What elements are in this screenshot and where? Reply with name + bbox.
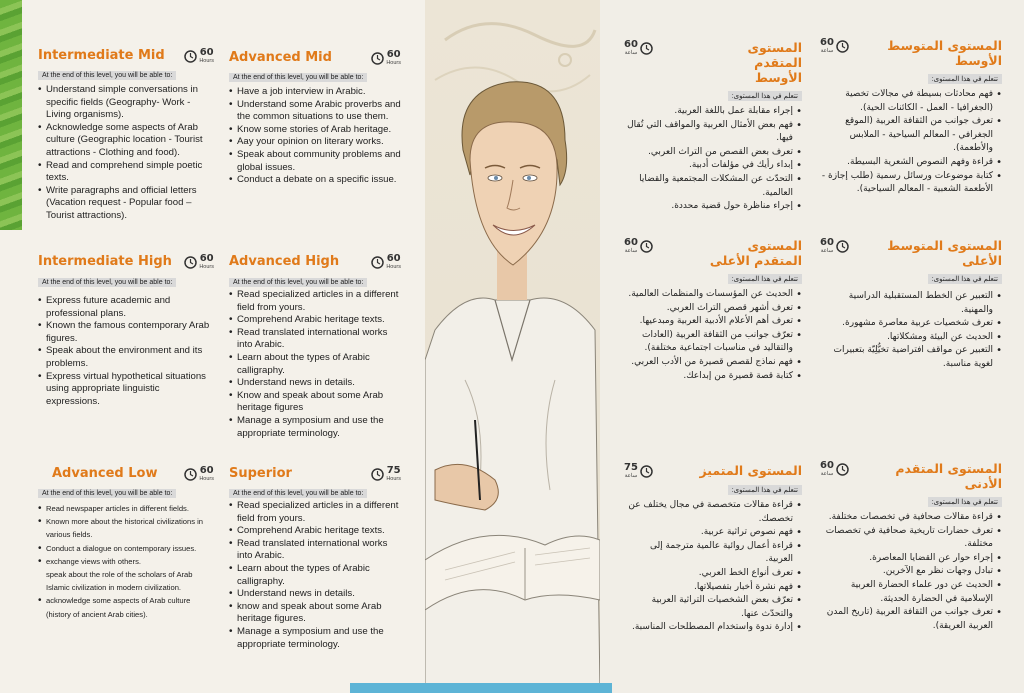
hours-unit: ساعة <box>820 48 834 54</box>
level-title: Advanced High <box>229 254 340 269</box>
center-illustration <box>425 0 600 693</box>
hours-value: 60 <box>624 237 638 248</box>
hours-value: 75 <box>386 465 401 476</box>
hours-value: 60 <box>386 253 401 264</box>
list-item: • تعرف جوانب من الثقافة العربية (تاريخ المدن العربية العريقة). <box>820 606 1002 633</box>
list-item: • Read and comprehend simple poetic texts. <box>38 160 214 185</box>
level-intro: At the end of this level, you will be able to: <box>229 278 367 287</box>
list-item: • التحدّث عن المشكلات المجتمعية والقضايا العالمية. <box>624 173 802 200</box>
level-card-intermediate-high <box>38 254 214 408</box>
list-item: • التعبير عن مواقف افتراضية تخيُّلِيّة بتعبيرات لغوية مناسبة. <box>820 344 1002 371</box>
hours-unit: Hours <box>199 476 214 482</box>
list-item: • Read specialized articles in a different field from yours. <box>229 500 401 525</box>
hours-badge <box>184 48 214 64</box>
hours-badge <box>184 466 214 482</box>
level-card-intermediate-high-ar <box>820 238 1002 372</box>
level-title: المستوى المتقدم الأعلى <box>709 238 802 268</box>
list-item: • قراءة مقالات متخصصة في مجال يختلف عن تخصصك. <box>624 499 802 526</box>
hours-unit: ساعة <box>820 471 834 477</box>
hours-unit: Hours <box>386 60 401 66</box>
outcome-list <box>38 502 214 621</box>
hours-unit: ساعة <box>820 248 834 254</box>
list-item: • Manage a symposium and use the appropriate terminology. <box>229 415 401 440</box>
bottom-accent-bar <box>350 683 612 693</box>
list-item: • فهم نماذج لقصص قصيرة من الأدب العربي. <box>624 356 802 370</box>
hours-badge <box>820 38 849 54</box>
hours-badge <box>371 466 401 482</box>
list-item: • Manage a symposium and use the appropriate terminology. <box>229 626 401 651</box>
list-item: • فهم نصوص تراثية عربية. <box>624 526 802 540</box>
outcome-list <box>229 500 401 651</box>
hours-value: 60 <box>199 47 214 58</box>
clock-icon <box>640 240 653 253</box>
hours-badge <box>624 40 653 56</box>
level-title: المستوى المتقدم الأوسط <box>747 40 802 85</box>
list-item: • Acknowledge some aspects of Arab culture (Geographic location - Tourist attractions - Clothing and food). <box>38 122 214 160</box>
list-item: • تعرف جوانب من الثقافة العربية (الموقع الجغرافي - المعالم السياحية - الملابس والأطعمة). <box>820 115 1002 156</box>
hours-unit: ساعة <box>624 473 638 479</box>
outcome-list <box>624 105 802 214</box>
list-item: • الحديث عن المؤسسات والمنظمات العالمية. <box>624 288 802 302</box>
level-intro: تتعلم في هذا المستوى: <box>728 485 802 495</box>
level-title: Advanced Low <box>52 466 158 481</box>
list-item: • تعرف شخصيات عربية معاصرة مشهورة. <box>820 317 1002 331</box>
level-title: Intermediate High <box>38 254 172 269</box>
list-item: • Comprehend Arabic heritage texts. <box>229 525 401 538</box>
level-intro: At the end of this level, you will be able to: <box>38 71 176 80</box>
hours-badge <box>184 254 214 270</box>
hours-unit: Hours <box>199 58 214 64</box>
level-intro: تتعلم في هذا المستوى: <box>928 497 1002 507</box>
list-item: • Conduct a dialogue on contemporary issues. <box>38 542 214 555</box>
hours-value: 60 <box>386 49 401 60</box>
list-item: • تعرف أنواع الخط العربي. <box>624 567 802 581</box>
list-item: • Have a job interview in Arabic. <box>229 86 401 99</box>
list-item: • تعرف بعض القصص من التراث العربي. <box>624 146 802 160</box>
clock-icon <box>836 240 849 253</box>
list-item: • know and speak about some Arab heritage figures. <box>229 601 401 626</box>
hours-badge <box>371 254 401 270</box>
level-intro: At the end of this level, you will be able to: <box>38 278 176 287</box>
level-intro: تتعلم في هذا المستوى: <box>728 91 802 101</box>
list-item: • التعبير عن الخطط المستقبلية الدراسية والمهنية. <box>820 290 1002 317</box>
clock-icon <box>371 52 384 65</box>
level-intro: At the end of this level, you will be able to: <box>229 489 367 498</box>
list-item: • Learn about the types of Arabic calligraphy. <box>229 352 401 377</box>
outcome-list <box>624 288 802 383</box>
clock-icon <box>184 50 197 63</box>
level-card-advanced-high <box>229 254 401 440</box>
clock-icon <box>371 256 384 269</box>
list-item: • Know and speak about some Arab heritage figures <box>229 390 401 415</box>
list-item: • قراءة مقالات صحافية في تخصصات مختلفة. <box>820 511 1002 525</box>
hours-value: 75 <box>624 462 638 473</box>
outcome-list <box>624 499 802 635</box>
hours-badge <box>820 461 849 477</box>
list-item: • Read specialized articles in a different field from yours. <box>229 289 401 314</box>
list-item: • قراءة أعمال روائية عالمية مترجمة إلى العربية. <box>624 540 802 567</box>
hours-unit: Hours <box>386 264 401 270</box>
list-item: • Learn about the types of Arabic calligraphy. <box>229 563 401 588</box>
level-card-advanced-high-ar <box>624 238 802 383</box>
list-item: • الحديث عن البيئة ومشكلاتها. <box>820 331 1002 345</box>
hours-unit: ساعة <box>624 50 638 56</box>
level-intro: At the end of this level, you will be able to: <box>38 489 176 498</box>
level-card-advanced-low <box>38 466 214 621</box>
level-card-superior <box>229 466 401 651</box>
outcome-list <box>820 511 1002 633</box>
list-item: • Known more about the historical civilizations in various fields. <box>38 515 214 541</box>
list-item: • تعرّف جوانب من الثقافة العربية (العادات والتقاليد في مناسبات اجتماعية مختلفة). <box>624 329 802 356</box>
hours-value: 60 <box>199 465 214 476</box>
list-item: • Express virtual hypothetical situations using appropriate linguistic expressions. <box>38 371 214 409</box>
clock-icon <box>836 40 849 53</box>
level-title: المستوى المتميز <box>699 463 802 478</box>
hours-value: 60 <box>820 37 834 48</box>
list-item: • تعرف أهم الأعلام الأدبية العربية ومبدعيها. <box>624 315 802 329</box>
level-intro: At the end of this level, you will be able to: <box>229 73 367 82</box>
level-title: Superior <box>229 466 292 481</box>
list-item: • Aay your opinion on literary works. <box>229 136 401 149</box>
hours-badge <box>371 50 401 66</box>
clock-icon <box>371 468 384 481</box>
list-item: • إدارة ندوة واستخدام المصطلحات المناسبة. <box>624 621 802 635</box>
list-item: • تعرف أشهر قصص التراث العربي. <box>624 302 802 316</box>
list-item: • قراءة وفهم النصوص الشعرية البسيطة. <box>820 156 1002 170</box>
level-title: Advanced Mid <box>229 50 332 65</box>
list-item: • Understand some Arabic proverbs and the common situations to use them. <box>229 99 401 124</box>
list-item: • تبادل وجهات نظر مع الآخرين. <box>820 565 1002 579</box>
clock-icon <box>640 465 653 478</box>
list-item: • تعرف حضارات تاريخية صحافية في تخصصات مختلفة. <box>820 525 1002 552</box>
hours-value: 60 <box>820 237 834 248</box>
outcome-list <box>820 290 1002 372</box>
level-intro: تتعلم في هذا المستوى: <box>928 74 1002 84</box>
list-item: • Known the famous contemporary Arab figures. <box>38 320 214 345</box>
level-card-advanced-low-ar <box>820 461 1002 633</box>
list-item: • Understand news in details. <box>229 377 401 390</box>
hours-value: 60 <box>199 253 214 264</box>
hours-badge <box>820 238 849 254</box>
list-item: • تعرّف بعض الشخصيات التراثية العربية والتحدّث عنها. <box>624 594 802 621</box>
clock-icon <box>184 256 197 269</box>
list-item: • إجراء مقابلة عمل باللغة العربية. <box>624 105 802 119</box>
list-item: • Read translated international works into Arabic. <box>229 327 401 352</box>
list-item: • Know some stories of Arab heritage. <box>229 124 401 137</box>
outcome-list <box>229 86 401 187</box>
list-item: • Express future academic and professional plans. <box>38 295 214 320</box>
list-item: • Read newspaper articles in different fields. <box>38 502 214 515</box>
list-item: • Write paragraphs and official letters (Vacation request - Popular food – Tourist attractions). <box>38 185 214 223</box>
level-title: المستوى المتقدم الأدنى <box>895 461 1002 491</box>
list-item: • كتابة موضوعات ورسائل رسمية (طلب إجازة - الأطعمة الشعبية - المعالم السياحية). <box>820 170 1002 197</box>
list-item: • Conduct a debate on a specific issue. <box>229 174 401 187</box>
level-intro: تتعلم في هذا المستوى: <box>928 274 1002 284</box>
clock-icon <box>836 463 849 476</box>
list-item: • Comprehend Arabic heritage texts. <box>229 314 401 327</box>
list-item: • إجراء مناظرة حول قضية محددة. <box>624 200 802 214</box>
list-item: • Understand news in details. <box>229 588 401 601</box>
list-item: • فهم نشرة أخبار بتفصيلاتها. <box>624 581 802 595</box>
green-pattern-strip <box>0 0 22 230</box>
level-card-intermediate-mid-ar <box>820 38 1002 197</box>
level-title: المستوى المتوسط الأعلى <box>887 238 1002 268</box>
hours-value: 60 <box>624 39 638 50</box>
list-item: • فهم محادثات بسيطة في مجالات تخصية (الجغرافيا - العمل - الكائنات الحية). <box>820 88 1002 115</box>
list-item: • Read translated international works into Arabic. <box>229 538 401 563</box>
clock-icon <box>640 42 653 55</box>
clock-icon <box>184 468 197 481</box>
list-item: • إجراء حوار عن القضايا المعاصرة. <box>820 552 1002 566</box>
list-item: • acknowledge some aspects of Arab culture (history of ancient Arab cities). <box>38 594 214 620</box>
hours-value: 60 <box>820 460 834 471</box>
hours-unit: ساعة <box>624 248 638 254</box>
list-item: • الحديث عن دور علماء الحضارة العربية الإسلامية في الحضارة الحديثة. <box>820 579 1002 606</box>
hours-unit: Hours <box>199 264 214 270</box>
list-item: • كتابة قصة قصيرة من إبداعك. <box>624 370 802 384</box>
list-item: • exchange views with others. <box>38 555 214 568</box>
level-card-intermediate-mid <box>38 48 214 223</box>
list-item: • Speak about community problems and global issues. <box>229 149 401 174</box>
outcome-list <box>38 295 214 408</box>
student-portrait-illustration <box>425 0 600 693</box>
level-card-advanced-mid-ar <box>624 40 802 214</box>
outcome-list <box>229 289 401 440</box>
hours-badge <box>624 463 653 479</box>
list-item: • إبداء رأيك في مؤلفات أدبية. <box>624 159 802 173</box>
list-item: • Speak about the environment and its problems. <box>38 345 214 370</box>
outcome-list <box>38 84 214 223</box>
hours-unit: Hours <box>386 476 401 482</box>
list-item: speak about the role of the scholars of Arab Islamic civilization in modern civilization. <box>46 570 193 593</box>
level-title: المستوى المتوسط الأوسط <box>887 38 1002 68</box>
outcome-list <box>820 88 1002 197</box>
level-title: Intermediate Mid <box>38 48 165 63</box>
level-card-advanced-mid <box>229 50 401 187</box>
level-card-superior-ar <box>624 463 802 635</box>
list-item: • Understand simple conversations in specific fields (Geography- Work - Living organisms). <box>38 84 214 122</box>
list-item: • فهم بعض الأمثال العربية والمواقف التي تُقال فيها. <box>624 119 802 146</box>
level-intro: تتعلم في هذا المستوى: <box>728 274 802 284</box>
hours-badge <box>624 238 653 254</box>
